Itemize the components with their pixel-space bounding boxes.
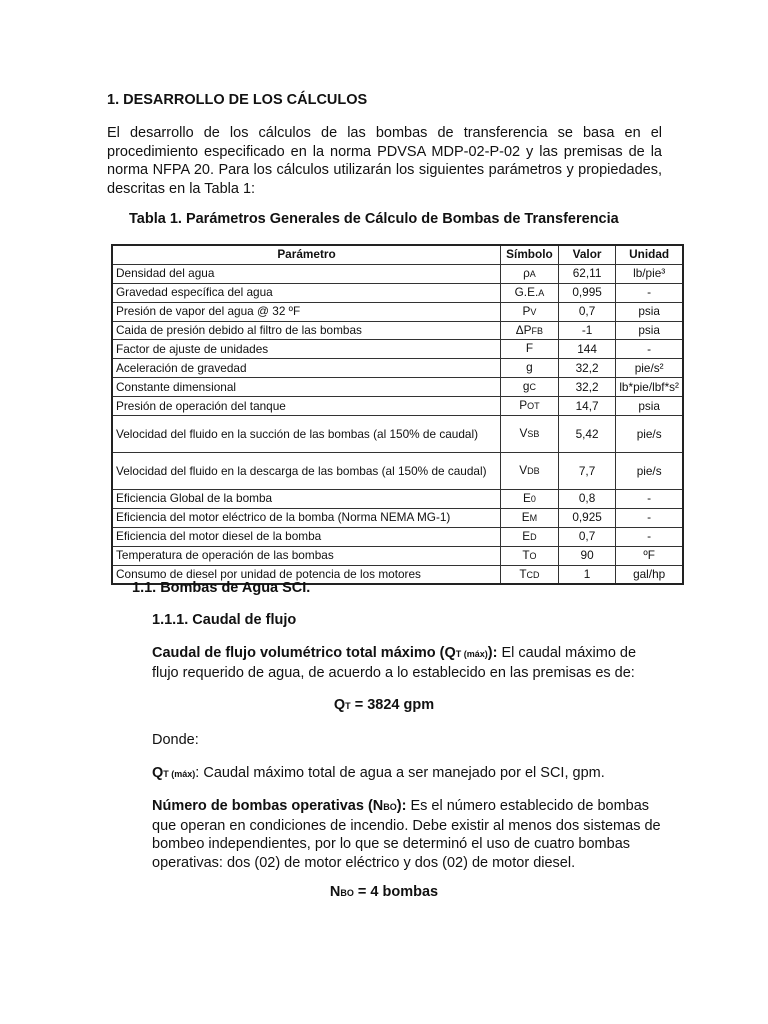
table-row xyxy=(112,508,683,527)
header-simbolo: Símbolo xyxy=(501,245,559,264)
symbol-subscript: 0 xyxy=(530,493,536,504)
caudal-paragraph xyxy=(152,644,662,682)
def-qt-sub: T (máx) xyxy=(163,769,196,779)
table-row xyxy=(112,283,683,302)
header-valor: Valor xyxy=(558,245,615,264)
cell-unidad: - xyxy=(616,490,683,509)
eq1-symbol: Q xyxy=(333,697,346,713)
symbol-main: ΔP xyxy=(515,322,532,337)
cell-unidad: - xyxy=(616,283,683,302)
subsection-heading: 1.1. Bombas de Agua SCI. xyxy=(132,580,311,596)
cell-parametro: Presión de operación del tanque xyxy=(112,397,501,416)
symbol-main: T xyxy=(519,566,527,581)
table-row xyxy=(112,453,683,490)
symbol-main: ρ xyxy=(523,265,530,280)
header-unidad: Unidad xyxy=(616,245,683,264)
symbol-main: V xyxy=(519,463,528,478)
cell-valor: 5,42 xyxy=(558,416,615,453)
caudal-label xyxy=(152,645,497,661)
cell-parametro: Eficiencia del motor diesel de la bomba xyxy=(112,527,501,546)
cell-simbolo xyxy=(501,321,559,340)
cell-simbolo xyxy=(501,508,559,527)
table-row xyxy=(112,302,683,321)
caudal-label-sub: T (máx) xyxy=(455,649,488,659)
cell-simbolo xyxy=(501,527,559,546)
cell-unidad: lb*pie/lbf*s² xyxy=(616,378,683,397)
nbo-paragraph xyxy=(152,797,662,872)
symbol-subscript: FB xyxy=(531,325,544,336)
symbol-subscript: D xyxy=(530,531,537,542)
symbol-main: P xyxy=(522,303,531,318)
caudal-label-text: Caudal de flujo volumétrico total máximo (Q xyxy=(152,645,456,661)
symbol-subscript: O xyxy=(529,550,537,561)
cell-simbolo xyxy=(501,490,559,509)
cell-valor: 32,2 xyxy=(558,378,615,397)
cell-valor: 0,8 xyxy=(558,490,615,509)
table-caption: Tabla 1. Parámetros Generales de Cálculo de Bombas de Transferencia xyxy=(129,211,619,227)
equation-qt xyxy=(0,697,768,713)
cell-simbolo xyxy=(501,565,559,584)
nbo-label xyxy=(152,798,406,814)
cell-valor: 0,995 xyxy=(558,283,615,302)
eq1-sub: T xyxy=(345,701,351,711)
table-row xyxy=(112,359,683,378)
cell-parametro: Consumo de diesel por unidad de potencia de los motores xyxy=(112,565,501,584)
cell-valor: 0,925 xyxy=(558,508,615,527)
cell-valor: 7,7 xyxy=(558,453,615,490)
caudal-text: El caudal máximo de flujo requerido de agua, de acuerdo a lo establecido en las premisas es de: xyxy=(152,645,637,681)
cell-simbolo xyxy=(501,397,559,416)
nbo-text: Es el número establecido de bombas que operan en condiciones de incendio. Debe existir al menos dos sistemas de bombeo independientes, por lo que se determinó el uso de cuatro bombas operativas: dos (02) de motor eléctrico y dos (02) de motor diesel. xyxy=(152,798,661,871)
cell-unidad: psia xyxy=(616,397,683,416)
cell-valor: 0,7 xyxy=(558,302,615,321)
intro-paragraph: El desarrollo de los cálculos de las bombas de transferencia se basa en el procedimiento especificado en la norma PDVSA MDP-02-P-02 y las premisas de la norma NFPA 20. Para los cálculos utilizarán los siguientes parámetros y propiedades, descritas en la Tabla 1: xyxy=(107,125,662,197)
cell-unidad: gal/hp xyxy=(616,565,683,584)
eq2-sub: BO xyxy=(340,888,354,898)
table-row xyxy=(112,378,683,397)
parameters-table xyxy=(111,244,684,585)
cell-parametro: Eficiencia Global de la bomba xyxy=(112,490,501,509)
symbol-main: T xyxy=(522,547,530,562)
cell-simbolo xyxy=(501,378,559,397)
symbol-subscript: V xyxy=(530,306,537,317)
eq1-value: = 3824 gpm xyxy=(350,697,435,713)
table-row xyxy=(112,527,683,546)
donde-label: Donde: xyxy=(152,732,199,748)
cell-parametro: Densidad del agua xyxy=(112,264,501,283)
qt-definition xyxy=(152,764,662,784)
def-qt-text: : Caudal máximo total de agua a ser manejado por el SCI, gpm. xyxy=(195,765,605,781)
cell-valor: 90 xyxy=(558,546,615,565)
cell-valor: 14,7 xyxy=(558,397,615,416)
symbol-subscript: SB xyxy=(527,429,540,440)
cell-unidad: psia xyxy=(616,302,683,321)
cell-parametro: Velocidad del fluido en la descarga de las bombas (al 150% de caudal) xyxy=(112,453,501,490)
cell-valor: 0,7 xyxy=(558,527,615,546)
symbol-subscript: A xyxy=(529,268,536,279)
cell-simbolo xyxy=(501,453,559,490)
symbol-main: E xyxy=(521,509,530,524)
cell-parametro: Presión de vapor del agua @ 32 ºF xyxy=(112,302,501,321)
nbo-label-end: ): xyxy=(396,798,407,814)
def-qt-symbol: Q xyxy=(152,765,164,781)
cell-simbolo xyxy=(501,359,559,378)
table-row xyxy=(112,416,683,453)
header-parametro: Parámetro xyxy=(112,245,501,264)
subsubsection-heading: 1.1.1. Caudal de flujo xyxy=(152,612,297,628)
symbol-subscript: M xyxy=(529,512,538,523)
symbol-subscript: C xyxy=(529,382,536,393)
cell-simbolo xyxy=(501,546,559,565)
symbol-main: F xyxy=(525,341,534,356)
cell-simbolo xyxy=(501,340,559,359)
cell-parametro: Factor de ajuste de unidades xyxy=(112,340,501,359)
equation-nbo xyxy=(0,884,768,900)
cell-simbolo xyxy=(501,283,559,302)
symbol-main: g xyxy=(522,379,530,394)
cell-parametro: Aceleración de gravedad xyxy=(112,359,501,378)
cell-parametro: Constante dimensional xyxy=(112,378,501,397)
cell-parametro: Eficiencia del motor eléctrico de la bomba (Norma NEMA MG-1) xyxy=(112,508,501,527)
table-row xyxy=(112,490,683,509)
cell-simbolo xyxy=(501,264,559,283)
symbol-main: G.E. xyxy=(514,284,539,299)
symbol-main: E xyxy=(522,490,531,505)
table-header-row xyxy=(112,245,683,264)
cell-valor: 62,11 xyxy=(558,264,615,283)
cell-unidad: pie/s² xyxy=(616,359,683,378)
symbol-subscript: A xyxy=(538,287,545,298)
table-row xyxy=(112,340,683,359)
cell-valor: 1 xyxy=(558,565,615,584)
cell-unidad: pie/s xyxy=(616,453,683,490)
section-heading: 1. DESARROLLO DE LOS CÁLCULOS xyxy=(107,92,368,108)
symbol-main: P xyxy=(519,398,528,413)
nbo-label-text: Número de bombas operativas (N xyxy=(152,798,384,814)
cell-parametro: Temperatura de operación de las bombas xyxy=(112,546,501,565)
symbol-subscript: CD xyxy=(526,569,540,580)
cell-simbolo xyxy=(501,416,559,453)
cell-parametro: Gravedad específica del agua xyxy=(112,283,501,302)
cell-valor: 144 xyxy=(558,340,615,359)
symbol-main: V xyxy=(519,426,528,441)
cell-valor: -1 xyxy=(558,321,615,340)
eq2-value: = 4 bombas xyxy=(353,884,439,900)
table-row xyxy=(112,397,683,416)
cell-unidad: psia xyxy=(616,321,683,340)
caudal-label-end: ): xyxy=(487,645,498,661)
cell-unidad: lb/pie³ xyxy=(616,264,683,283)
cell-unidad: pie/s xyxy=(616,416,683,453)
cell-parametro: Caida de presión debido al filtro de las bombas xyxy=(112,321,501,340)
eq2-symbol: N xyxy=(329,884,341,900)
cell-simbolo xyxy=(501,302,559,321)
table-row xyxy=(112,546,683,565)
symbol-subscript: OT xyxy=(527,401,540,412)
nbo-label-sub: BO xyxy=(383,802,397,812)
table-row xyxy=(112,264,683,283)
cell-unidad: - xyxy=(616,527,683,546)
cell-valor: 32,2 xyxy=(558,359,615,378)
symbol-main: E xyxy=(522,528,531,543)
cell-unidad: - xyxy=(616,340,683,359)
symbol-main: g xyxy=(526,360,533,375)
table-row xyxy=(112,321,683,340)
cell-parametro: Velocidad del fluido en la succión de las bombas (al 150% de caudal) xyxy=(112,416,501,453)
symbol-subscript: DB xyxy=(527,466,540,477)
cell-unidad: ºF xyxy=(616,546,683,565)
cell-unidad: - xyxy=(616,508,683,527)
